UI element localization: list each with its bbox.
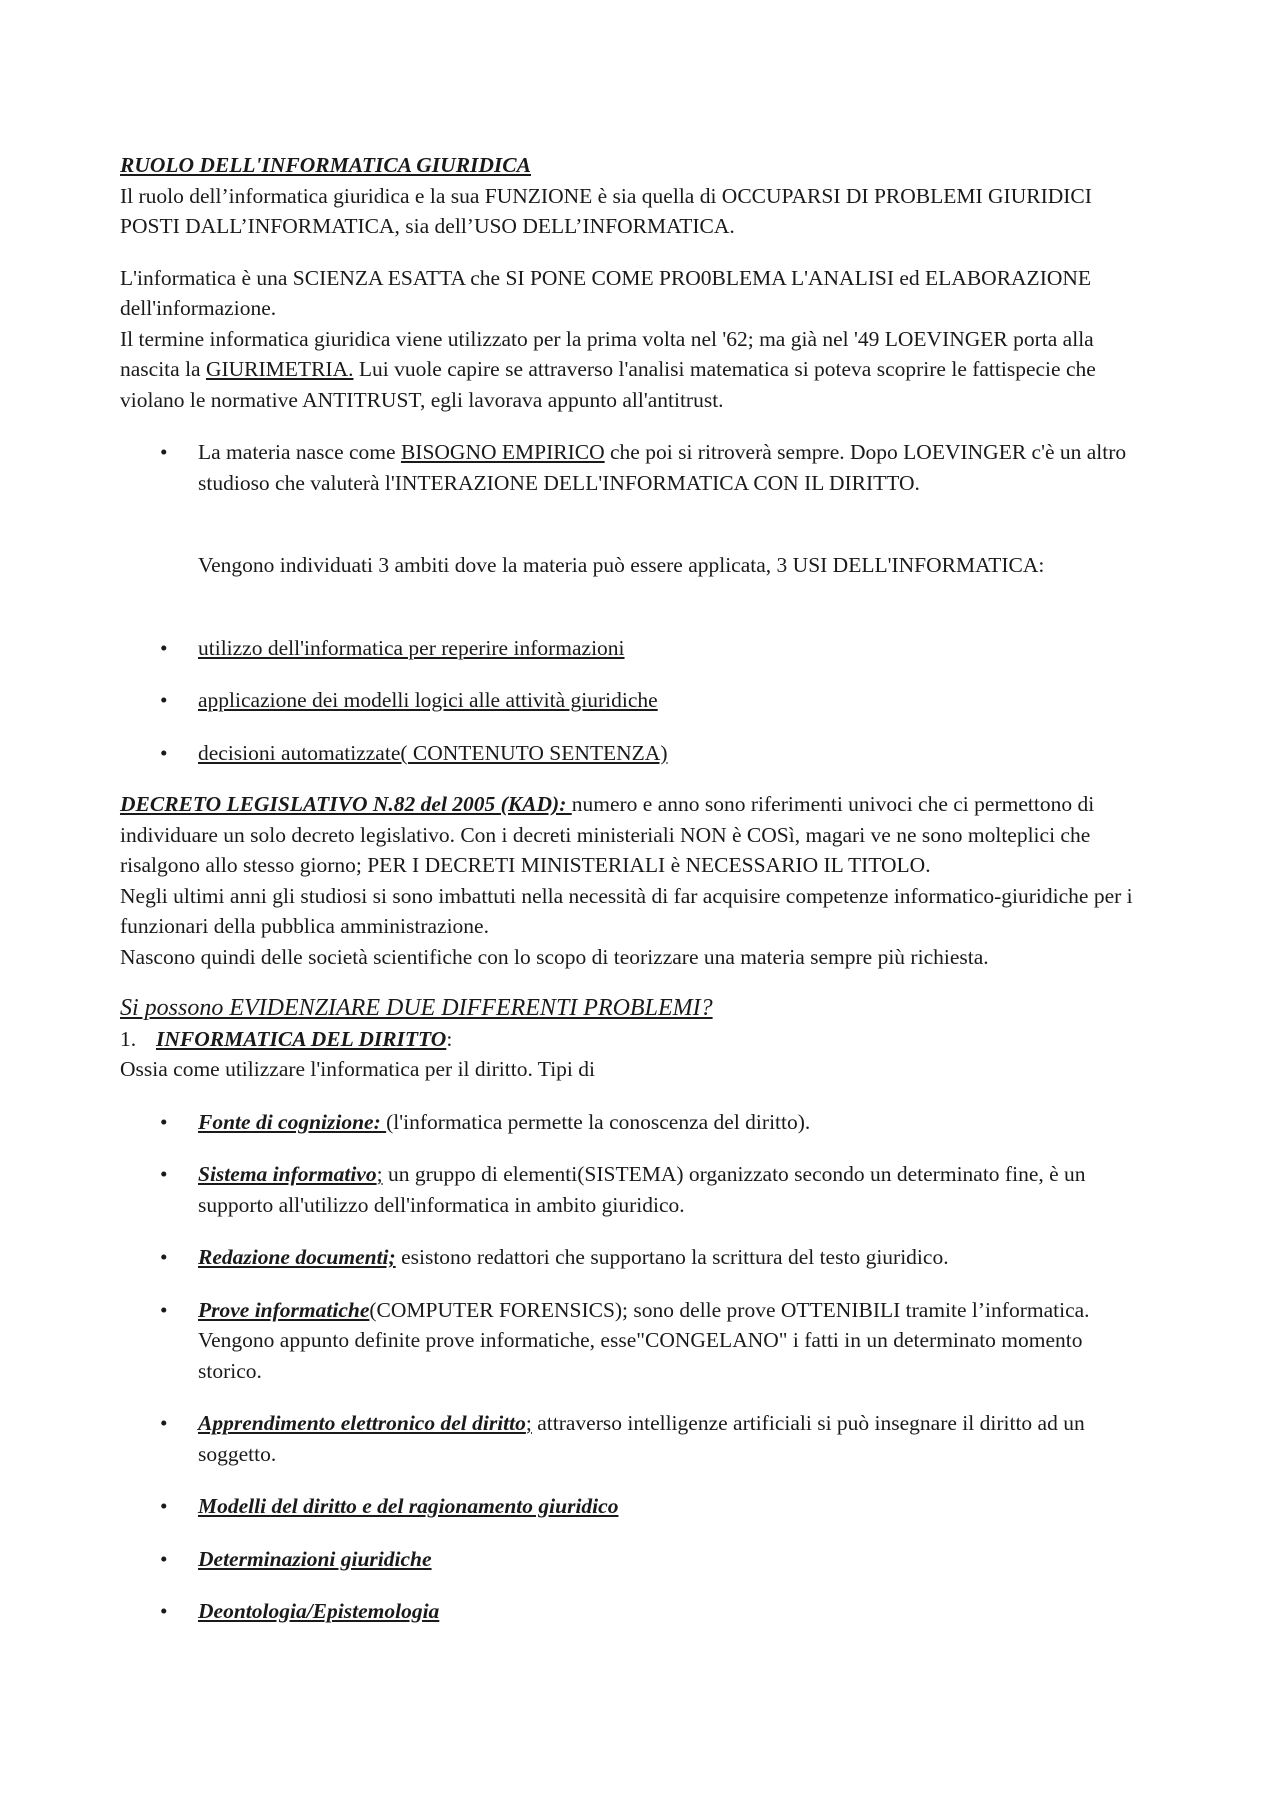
list-item-text: decisioni automatizzate( CONTENUTO SENTENZA) xyxy=(198,740,668,765)
numbered-heading xyxy=(120,1024,1150,1054)
list-item xyxy=(120,1491,1150,1522)
list-item xyxy=(120,738,1150,769)
list-item xyxy=(120,1159,1150,1220)
bullet-list-tipi xyxy=(120,1107,1150,1627)
list-item-text: attraverso intelligenze artificiali si può insegnare il diritto ad un soggetto. xyxy=(198,1411,1085,1466)
bullet-icon: • xyxy=(160,1245,168,1269)
list-item-label: Sistema informativo xyxy=(198,1162,377,1186)
paragraph-loevinger-text-b: Lui vuole capire se attraverso l'analisi matematica si poteva scoprire le fattispecie che violano le normative ANTITRUST, egli lavorava appunto all'antitrust. xyxy=(120,357,1096,412)
paragraph-ambiti: Vengono individuati 3 ambiti dove la materia può essere applicata, 3 USI DELL'INFORMATICA: xyxy=(198,553,1045,577)
list-item-label: Apprendimento elettronico del diritto xyxy=(198,1411,526,1435)
list-item-text: (COMPUTER FORENSICS); sono delle prove OTTENIBILI tramite l’informatica. Vengono appunto definite prove informatiche, esse"CONGELANO" i fatti in un determinato momento storico. xyxy=(198,1297,1090,1383)
list-item-label: Deontologia/Epistemologia xyxy=(198,1599,440,1623)
paragraph-informatica-scienza: L'informatica è una SCIENZA ESATTA che SI PONE COME PRO0BLEMA L'ANALISI ed ELABORAZIONE dell'informazione. xyxy=(120,265,1092,320)
list-item-text: (l'informatica permette la conoscenza del diritto). xyxy=(386,1109,811,1134)
bullet-icon: • xyxy=(160,1411,168,1435)
heading-number: 1. xyxy=(120,1027,137,1051)
heading-colon: : xyxy=(446,1027,453,1051)
paragraph-loevinger xyxy=(120,324,1150,416)
list-item-label: Redazione documenti; xyxy=(198,1245,396,1269)
paragraph-ruolo: Il ruolo dell’informatica giuridica e la sua FUNZIONE è sia quella di OCCUPARSI DI PROBLEMI GIURIDICI POSTI DALL’INFORMATICA, sia dell’USO DELL’INFORMATICA. xyxy=(120,183,1092,238)
list-item xyxy=(120,437,1150,498)
bullet-icon: • xyxy=(160,440,168,464)
list-item xyxy=(120,1544,1150,1575)
bisogno-empirico-term: BISOGNO EMPIRICO xyxy=(400,440,605,464)
list-item xyxy=(120,1107,1150,1138)
list-item xyxy=(120,685,1150,716)
bullet-icon: • xyxy=(160,1162,168,1186)
section-title-decreto: DECRETO LEGISLATIVO N.82 del 2005 (KAD): xyxy=(120,792,572,816)
bullet-icon: • xyxy=(160,1109,168,1134)
list-item-text: utilizzo dell'informatica per reperire informazioni xyxy=(198,635,625,660)
list-item-label-tail: ; xyxy=(376,1162,383,1186)
bullet-icon: • xyxy=(160,1546,168,1571)
list-item-text-b: che poi si ritroverà sempre. Dopo LOEVINGER c'è un altro studioso che valuterà l'INTERAZIONE DELL'INFORMATICA CON IL DIRITTO. xyxy=(198,440,1127,495)
list-item-text: un gruppo di elementi(SISTEMA) organizzato secondo un determinato fine, è un supporto all'utilizzo dell'informatica in ambito giuridico. xyxy=(198,1162,1086,1217)
list-item xyxy=(120,1242,1150,1273)
section-title-ruolo: RUOLO DELL'INFORMATICA GIURIDICA xyxy=(120,153,531,177)
list-item xyxy=(120,1295,1150,1387)
bullet-icon: • xyxy=(160,1494,168,1518)
paragraph-studiosi: Negli ultimi anni gli studiosi si sono imbattuti nella necessità di far acquisire competenze informatico-giuridiche per i funzionari della pubblica amministrazione. xyxy=(120,883,1133,938)
list-item xyxy=(120,633,1150,664)
bullet-icon: • xyxy=(160,688,168,712)
list-item-label-tail: ; xyxy=(525,1411,532,1435)
paragraph-tipi: Ossia come utilizzare l'informatica per il diritto. Tipi di xyxy=(120,1057,595,1081)
paragraph-decreto-text: numero e anno sono riferimenti univoci che ci permettono di individuare un solo decreto legislativo. Con i decreti ministeriali NON è COSì, magari ve ne sono molteplici che risalgono allo stesso giorno; PER I DECRETI MINISTERIALI è NECESSARIO IL TITOLO. xyxy=(120,792,1095,877)
giurimetria-term: GIURIMETRIA. xyxy=(205,357,354,381)
list-item xyxy=(120,1596,1150,1627)
list-item-text: applicazione dei modelli logici alle attività giuridiche xyxy=(198,688,658,712)
bullet-icon: • xyxy=(160,635,168,660)
bullet-icon: • xyxy=(160,740,168,765)
heading-informatica-diritto: INFORMATICA DEL DIRITTO xyxy=(156,1027,447,1051)
bullet-list-origine xyxy=(120,437,1150,498)
section-heading-problemi: Si possono EVIDENZIARE DUE DIFFERENTI PROBLEMI? xyxy=(120,995,713,1021)
paragraph-decreto xyxy=(120,789,1150,881)
list-item-label: Fonte di cognizione: xyxy=(198,1109,387,1134)
list-item-text: esistono redattori che supportano la scrittura del testo giuridico. xyxy=(395,1245,949,1269)
bullet-list-usi xyxy=(120,633,1150,769)
paragraph-societa: Nascono quindi delle società scientifiche con lo scopo di teorizzare una materia sempre più richiesta. xyxy=(120,944,989,969)
list-item-text-a: La materia nasce come xyxy=(198,440,401,464)
bullet-icon: • xyxy=(160,1599,168,1623)
list-item xyxy=(120,1408,1150,1469)
bullet-icon: • xyxy=(160,1297,168,1322)
list-item-label: Modelli del diritto e del ragionamento giuridico xyxy=(198,1494,619,1518)
list-item-label: Prove informatiche xyxy=(198,1297,370,1322)
paragraph-loevinger-text-a: Il termine informatica giuridica viene utilizzato per la prima volta nel '62; ma già nel '49 LOEVINGER porta alla nascita la xyxy=(120,326,1094,381)
list-item-label: Determinazioni giuridiche xyxy=(198,1546,432,1571)
